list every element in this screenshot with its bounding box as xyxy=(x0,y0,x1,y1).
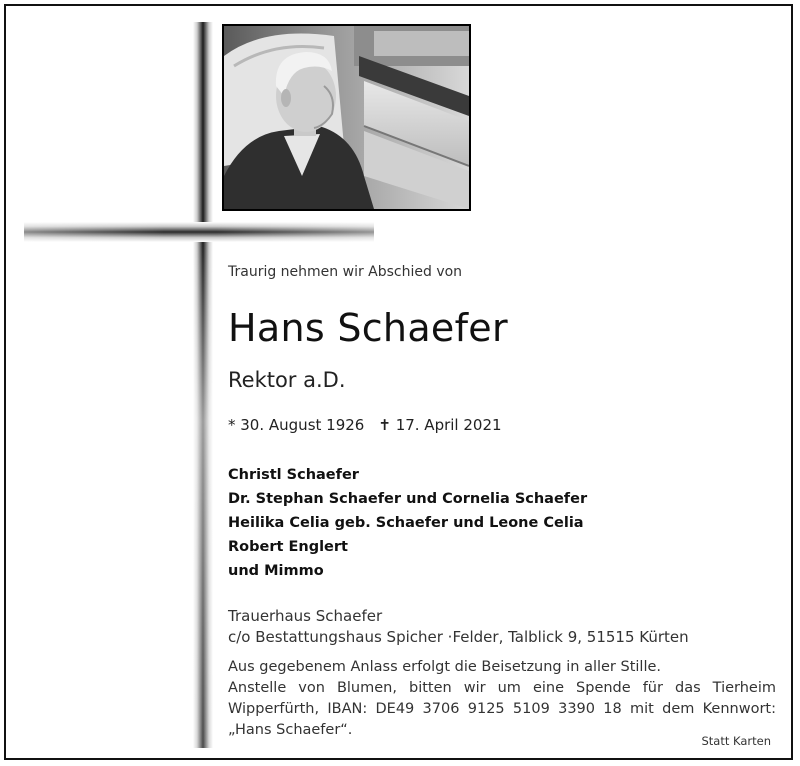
notice-line: „Hans Schaefer“. xyxy=(228,722,353,738)
death-date: 17. April 2021 xyxy=(395,416,502,434)
portrait-photo xyxy=(222,24,471,211)
obituary-frame xyxy=(4,4,793,760)
intro-text: Traurig nehmen wir Abschied von xyxy=(228,264,463,280)
notice-line: Anstelle von Blumen, bitten wir um eine Spende für das Tierheim xyxy=(228,680,776,696)
notice-line: Wipperfürth, IBAN: DE49 3706 9125 5109 3390 18 mit dem Kennwort: xyxy=(228,701,776,717)
family-member: Heilika Celia geb. Schaefer und Leone Celia xyxy=(228,515,584,531)
family-member: und Mimmo xyxy=(228,563,324,579)
cross-icon: ✝ xyxy=(378,416,391,434)
life-dates xyxy=(228,416,502,434)
statt-karten-note: Statt Karten xyxy=(701,734,771,748)
birth-date: * 30. August 1926 xyxy=(228,416,365,434)
cross-vertical-bar xyxy=(193,22,213,748)
funeral-notice xyxy=(228,657,776,741)
notice-line: Aus gegebenem Anlass erfolgt die Beisetzung in aller Stille. xyxy=(228,659,662,675)
address-line: c/o Bestattungshaus Spicher ·Felder, Talblick 9, 51515 Kürten xyxy=(228,628,689,646)
mourning-address xyxy=(228,606,689,648)
family-member: Robert Englert xyxy=(228,539,348,555)
family-member: Dr. Stephan Schaefer und Cornelia Schaefer xyxy=(228,491,588,507)
cross-horizontal-bar xyxy=(24,222,374,242)
portrait-photo-drawing xyxy=(224,26,469,209)
deceased-title: Rektor a.D. xyxy=(228,368,346,392)
family-member: Christl Schaefer xyxy=(228,467,359,483)
address-line: Trauerhaus Schaefer xyxy=(228,607,383,625)
deceased-name: Hans Schaefer xyxy=(228,306,508,350)
family-list xyxy=(228,463,587,583)
